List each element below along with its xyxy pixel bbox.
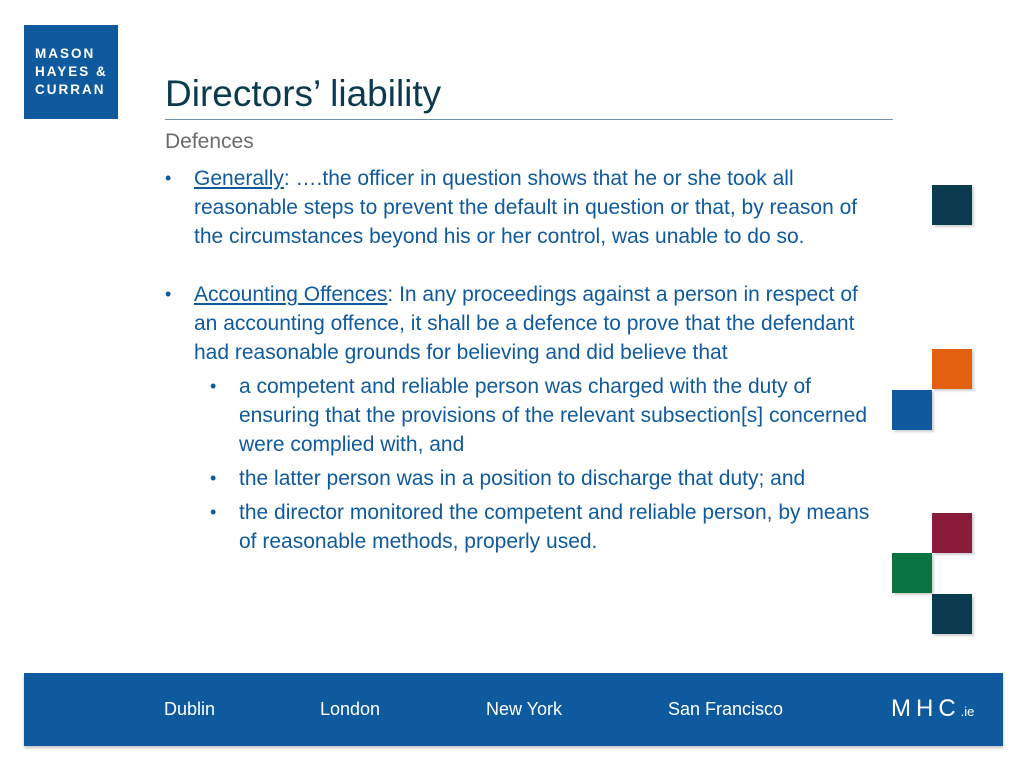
- brand-suffix: .ie: [960, 704, 975, 719]
- firm-logo: [24, 25, 118, 119]
- footer-city-new-york: New York: [486, 699, 563, 719]
- slide-title: Directors’ liability: [165, 73, 442, 114]
- bullet-generally: [165, 164, 880, 251]
- logo-line-1: MASON: [35, 46, 96, 61]
- sub-bullet-2: [210, 464, 880, 493]
- sub-bullet-text: a competent and reliable person was charged with the duty of ensuring that the provisions of the relevant subsection[s] concerned were complied with, and: [239, 375, 868, 456]
- bullet-marker: •: [165, 168, 172, 188]
- bullet-marker: •: [165, 284, 172, 304]
- footer-city-london: London: [320, 699, 381, 719]
- bullet-text: : ….the officer in question shows that he or she took all reasonable steps to prevent the default in question or that, by reason of the circumstances beyond his or her control, was unable to do so.: [194, 167, 858, 248]
- footer-city-dublin: Dublin: [164, 699, 216, 719]
- decor-square-teal-bottom: [932, 594, 972, 634]
- bullet-heading: Accounting Offences: [194, 283, 388, 306]
- footer-city-san-francisco: San Francisco: [668, 699, 784, 719]
- slide-subtitle: Defences: [165, 130, 254, 153]
- sub-bullet-1: [210, 372, 880, 459]
- sub-bullet-text: the latter person was in a position to discharge that duty; and: [239, 467, 806, 490]
- sub-bullet-text: the director monitored the competent and reliable person, by means of reasonable methods, properly used.: [239, 501, 870, 553]
- footer-brand-logo: [891, 695, 974, 726]
- slide-body: [165, 164, 880, 556]
- decor-square-orange: [932, 349, 972, 389]
- title-divider: [165, 119, 893, 120]
- decor-square-maroon: [932, 513, 972, 553]
- logo-line-3: CURRAN: [35, 82, 106, 97]
- decor-square-teal-top: [932, 185, 972, 225]
- logo-line-2: HAYES &: [35, 64, 108, 79]
- decor-square-green: [892, 553, 932, 593]
- footer-bar: [24, 673, 1003, 746]
- sub-bullet-3: [210, 498, 880, 556]
- bullet-marker: •: [210, 376, 217, 396]
- bullet-marker: •: [210, 502, 217, 522]
- bullet-marker: •: [210, 468, 217, 488]
- bullet-accounting-offences: [165, 280, 880, 367]
- decor-square-blue: [892, 390, 932, 430]
- brand-text: MHC: [891, 695, 961, 722]
- bullet-heading: Generally: [194, 167, 284, 190]
- bullet-text: : In any proceedings against a person in respect of an accounting offence, it shall be a defence to prove that the defendant had reasonable grounds for believing and did believe that: [194, 283, 858, 364]
